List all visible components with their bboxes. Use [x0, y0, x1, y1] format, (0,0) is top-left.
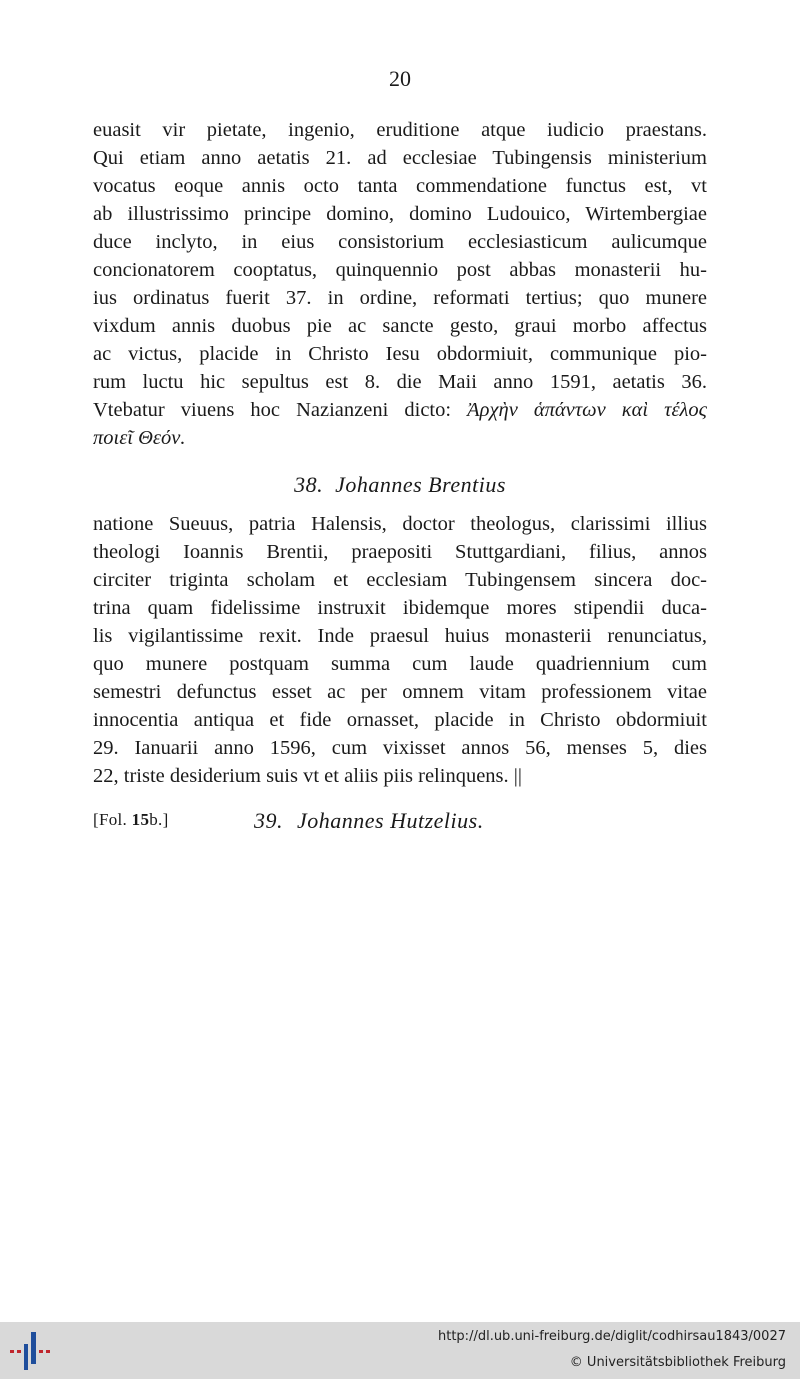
quote-intro: Vtebatur viuens hoc Nazianzeni dicto:	[93, 399, 468, 421]
text-line: vixdum annis duobus pie ac sancte gesto, graui morbo affectus	[93, 315, 707, 337]
page-number: 20	[389, 66, 411, 91]
copyright-notice: © Universitätsbibliothek Freiburg	[569, 1355, 786, 1370]
text-line: semestri defunctus esset ac per omnem vitam professionem vitae	[93, 681, 707, 703]
section-number: 38.	[294, 472, 324, 497]
paragraph-continuation	[93, 116, 707, 452]
section-heading-38	[0, 472, 800, 498]
section-name: Johannes Brentius	[335, 472, 506, 497]
text-line: vocatus eoque annis octo tanta commendatione functus est, vt	[93, 175, 707, 197]
folio-number: 15	[131, 810, 150, 829]
folio-prefix: [Fol.	[93, 810, 132, 829]
text-line: duce inclyto, in eius consistorium ecclesiasticum aulicumque	[93, 231, 707, 253]
text-line: trina quam fidelissime instruxit ibidemque mores stipendii duca-	[93, 597, 707, 619]
text-line: natione Sueuus, patria Halensis, doctor theologus, clarissimi illius	[93, 513, 707, 535]
source-url-link[interactable]: http://dl.ub.uni-freiburg.de/diglit/codhirsau1843/0027	[438, 1329, 786, 1344]
text-line: ac victus, placide in Christo Iesu obdormiuit, communique pio-	[93, 343, 707, 365]
greek-quote-end: ποιεῖ Θεόν.	[93, 427, 186, 449]
ub-freiburg-logo-icon[interactable]	[10, 1332, 50, 1370]
text-line	[93, 396, 707, 424]
text-line: 22, triste desiderium suis vt et aliis piis relinquens. ||	[93, 765, 522, 787]
footer-bar	[0, 1322, 800, 1379]
section-number: 39.	[254, 808, 283, 833]
text-line: euasit vir pietate, ingenio, eruditione atque iudicio praestans.	[93, 119, 707, 141]
section-heading-39	[254, 808, 484, 834]
text-line: ius ordinatus fuerit 37. in ordine, reformati tertius; quo munere	[93, 287, 707, 309]
text-line: innocentia antiqua et fide ornasset, placide in Christo obdormiuit	[93, 709, 707, 731]
folio-suffix: b.]	[149, 810, 169, 829]
text-line: 29. Ianuarii anno 1596, cum vixisset annos 56, menses 5, dies	[93, 737, 707, 759]
text-line: rum luctu hic sepultus est 8. die Maii anno 1591, aetatis 36.	[93, 371, 707, 393]
text-line: lis vigilantissime rexit. Inde praesul huius monasterii renunciatus,	[93, 625, 707, 647]
paragraph-section-38	[93, 510, 707, 790]
text-line: concionatorem cooptatus, quinquennio post abbas monasterii hu-	[93, 259, 707, 281]
text-line: ab illustrissimo principe domino, domino Ludouico, Wirtembergiae	[93, 203, 707, 225]
text-line: circiter triginta scholam et ecclesiam Tubingensem sincera doc-	[93, 569, 707, 591]
text-line: Qui etiam anno aetatis 21. ad ecclesiae Tubingensis ministerium	[93, 147, 707, 169]
text-line: theologi Ioannis Brentii, praepositi Stuttgardiani, filius, annos	[93, 541, 707, 563]
folio-reference	[93, 810, 169, 830]
section-name: Johannes Hutzelius.	[297, 808, 484, 833]
text-line: quo munere postquam summa cum laude quadriennium cum	[93, 653, 707, 675]
greek-quote: Ἀρχὴν ἁπάντων καὶ τέλος	[467, 399, 707, 421]
